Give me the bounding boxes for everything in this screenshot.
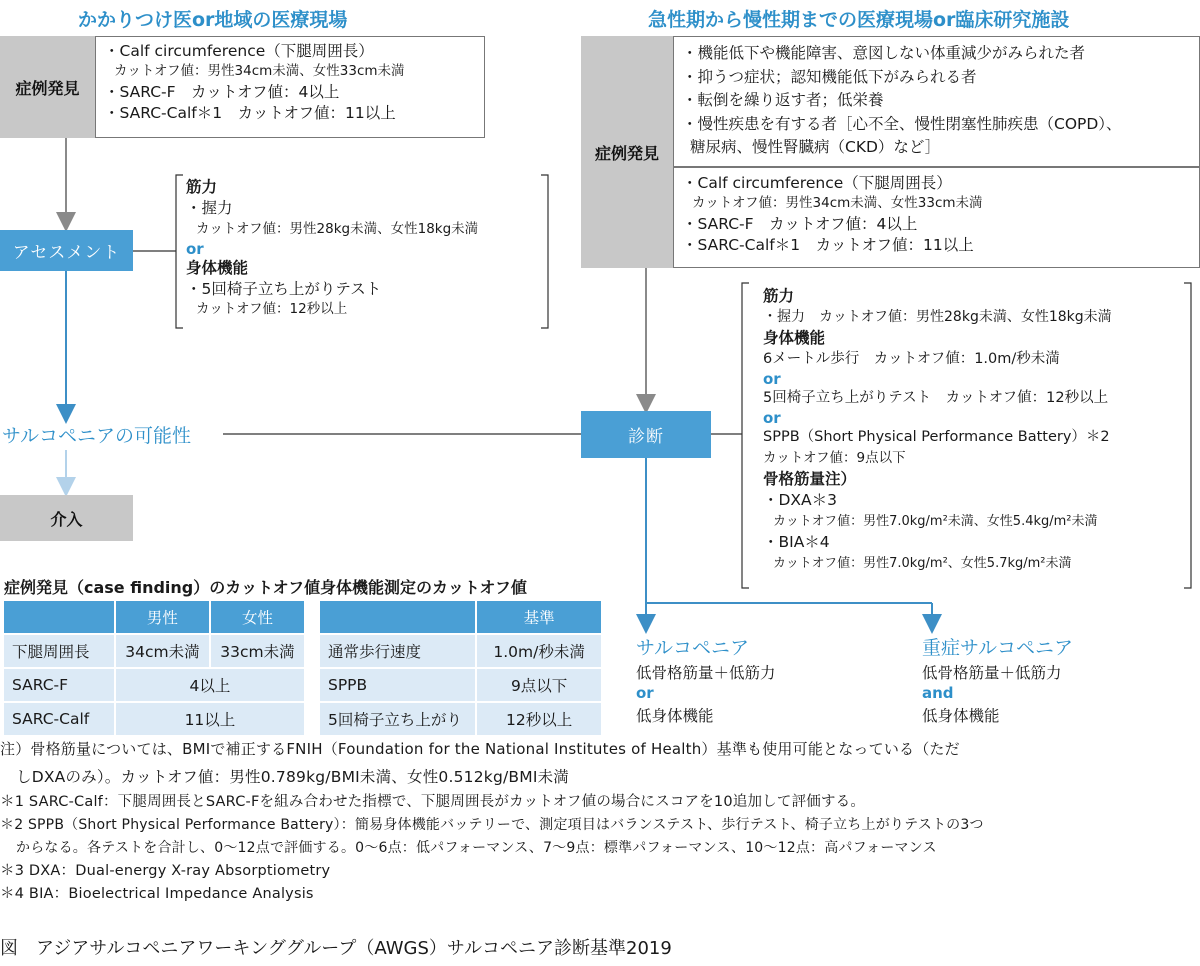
diag-bia: ・BIA＊4	[763, 533, 830, 551]
right-screen-box	[673, 167, 1200, 268]
table-cell: 5回椅子立ち上がり	[320, 703, 477, 737]
table-row	[4, 703, 304, 737]
table-cell: 9点以下	[477, 669, 601, 703]
diag-muscle-strength: 筋力	[763, 287, 795, 305]
table-cell: 通常歩行速度	[320, 635, 477, 669]
screen-line: ・SARC-Calf＊1 カットオフ値：11以上	[682, 236, 974, 254]
risk-line: ・機能低下や機能障害、意図しない体重減少がみられた者	[682, 44, 1086, 62]
diag-or-1: or	[763, 370, 781, 388]
left-case-line: ・SARC-Calf＊1 カットオフ値：11以上	[104, 104, 396, 122]
diag-physical-function: 身体機能	[763, 329, 826, 347]
assess-chair-cutoff: カットオフ値：12秒以上	[196, 301, 348, 317]
severe-title: 重症サルコペニア	[922, 637, 1074, 659]
severe-sarcopenia-outcome	[922, 633, 1073, 727]
risk-line: ・転倒を繰り返す者；低栄養	[682, 91, 884, 109]
sarcopenia-possibility-label: サルコペニアの可能性	[2, 425, 192, 447]
table-row	[4, 669, 304, 703]
diag-walk: 6メートル歩行 カットオフ値：1.0m/秒未満	[763, 351, 1060, 367]
assessment-box: アセスメント	[0, 230, 133, 271]
sarcopenia-line1: 低骨格筋量＋低筋力	[636, 664, 776, 682]
table-row	[320, 703, 601, 737]
table-cell: 33cm未満	[211, 635, 304, 669]
right-case-finding-label: 症例発見	[581, 36, 673, 268]
screen-line: ・Calf circumference（下腿周囲長）	[682, 174, 952, 192]
figure-caption: 図 アジアサルコペニアワーキンググループ（AWGS）サルコペニア診断基準2019	[0, 938, 672, 959]
risk-line: 糖尿病、慢性腎臓病（CKD）など］	[690, 138, 941, 156]
left-case-line: カットオフ値：男性34cm未満、女性33cm未満	[114, 63, 405, 79]
table-header: 基準	[477, 601, 601, 635]
table-cell: 12秒以上	[477, 703, 601, 737]
screen-line: ・SARC-F カットオフ値：4以上	[682, 215, 918, 233]
sarcopenia-outcome	[636, 633, 776, 727]
assess-physical-function: 身体機能	[186, 259, 249, 277]
diag-dxa: ・DXA＊3	[763, 491, 838, 509]
footnote-line: ＊3 DXA：Dual-energy X-ray Absorptiometry	[0, 863, 331, 879]
diag-grip: ・握力 カットオフ値：男性28kg未満、女性18kg未満	[763, 309, 1112, 325]
screen-line: カットオフ値：男性34cm未満、女性33cm未満	[692, 195, 983, 211]
risk-line: ・慢性疾患を有する者［心不全、慢性閉塞性肺疾患（COPD）、	[682, 114, 1122, 133]
footnote-line: しDXAのみ）。カットオフ値：男性0.789kg/BMI未満、女性0.512kg/BMI未満	[16, 768, 570, 786]
table-cell: SARC-F	[4, 669, 116, 703]
right-risk-box	[673, 36, 1200, 167]
table-cell: SARC-Calf	[4, 703, 116, 737]
diag-sppb-cutoff: カットオフ値：9点以下	[763, 450, 906, 466]
table-cell: 34cm未満	[116, 635, 211, 669]
table-header-row	[4, 601, 304, 635]
table-header	[320, 601, 477, 635]
left-case-finding-box	[95, 36, 485, 138]
left-case-finding-label: 症例発見	[0, 36, 95, 138]
assess-or: or	[186, 240, 204, 258]
diagnosis-details	[763, 286, 1188, 574]
table-cell: 4以上	[116, 669, 304, 703]
table-row	[4, 635, 304, 669]
bracket-right-assessment	[541, 175, 548, 328]
table-header: 女性	[211, 601, 304, 635]
diag-or-2: or	[763, 409, 781, 427]
diag-sppb: SPPB（Short Physical Performance Battery）＊2	[763, 429, 1110, 445]
table-header-row	[320, 601, 601, 635]
sarcopenia-or: or	[636, 684, 654, 702]
diagnosis-box: 診断	[581, 411, 711, 458]
footnote-line: 注）骨格筋量については、BMIで補正するFNIH（Foundation for the National Institutes of Health）基準も使用可能となっている（ただ	[0, 740, 960, 758]
table2-title: 身体機能測定のカットオフ値	[320, 578, 527, 597]
footnote-line: ＊1 SARC-Calf：下腿周囲長とSARC-Fを組み合わせた指標で、下腿周囲長がカットオフ値の場合にスコアを10追加して評価する。	[0, 794, 866, 810]
diag-bia-cutoff: カットオフ値：男性7.0kg/m²、女性5.7kg/m²未満	[773, 556, 1072, 571]
table-row	[320, 669, 601, 703]
diag-dxa-cutoff: カットオフ値：男性7.0kg/m²未満、女性5.4kg/m²未満	[773, 514, 1098, 529]
sarcopenia-line2: 低身体機能	[636, 707, 714, 725]
physical-function-table	[320, 601, 601, 737]
assessment-details	[186, 177, 541, 318]
table-cell: 下腿周囲長	[4, 635, 116, 669]
left-case-line: ・SARC-F カットオフ値：4以上	[104, 83, 340, 101]
intervention-box: 介入	[0, 495, 133, 541]
assess-grip: ・握力	[186, 199, 233, 217]
right-header: 急性期から慢性期までの医療現場or臨床研究施設	[648, 9, 1070, 31]
table-header: 男性	[116, 601, 211, 635]
table1-title: 症例発見（case finding）のカットオフ値	[4, 578, 321, 597]
assess-chair: ・5回椅子立ち上がりテスト	[186, 280, 382, 298]
table-row	[320, 635, 601, 669]
assess-muscle-strength: 筋力	[186, 178, 218, 196]
case-finding-table	[4, 601, 304, 737]
left-case-line: ・Calf circumference（下腿周囲長）	[104, 42, 374, 60]
footnote-line: ＊4 BIA：Bioelectrical Impedance Analysis	[0, 886, 314, 902]
table-header	[4, 601, 116, 635]
left-header: かかりつけ医or地域の医療現場	[78, 9, 348, 31]
severe-and: and	[922, 684, 954, 702]
bracket-left-diagnosis	[742, 283, 749, 588]
assess-grip-cutoff: カットオフ値：男性28kg未満、女性18kg未満	[196, 221, 479, 237]
footnote-line: からなる。各テストを合計し、0〜12点で評価する。0〜6点：低パフォーマンス、7〜9点：標準パフォーマンス、10〜12点：高パフォーマンス	[16, 840, 937, 856]
footnotes	[0, 737, 1200, 906]
sarcopenia-title: サルコペニア	[636, 637, 750, 659]
footnote-line: ＊2 SPPB（Short Physical Performance Battery）：簡易身体機能バッテリーで、測定項目はバランステスト、歩行テスト、椅子立ち上がりテストの3つ	[0, 817, 984, 833]
severe-line1: 低骨格筋量＋低筋力	[922, 664, 1062, 682]
diag-chair: 5回椅子立ち上がりテスト カットオフ値：12秒以上	[763, 390, 1109, 406]
table-cell: 1.0m/秒未満	[477, 635, 601, 669]
risk-line: ・抑うつ症状；認知機能低下がみられる者	[682, 67, 977, 86]
table-cell: 11以上	[116, 703, 304, 737]
table-cell: SPPB	[320, 669, 477, 703]
diag-muscle-mass: 骨格筋量注）	[763, 470, 857, 488]
severe-line2: 低身体機能	[922, 707, 1000, 725]
bracket-left-assessment	[176, 175, 183, 328]
